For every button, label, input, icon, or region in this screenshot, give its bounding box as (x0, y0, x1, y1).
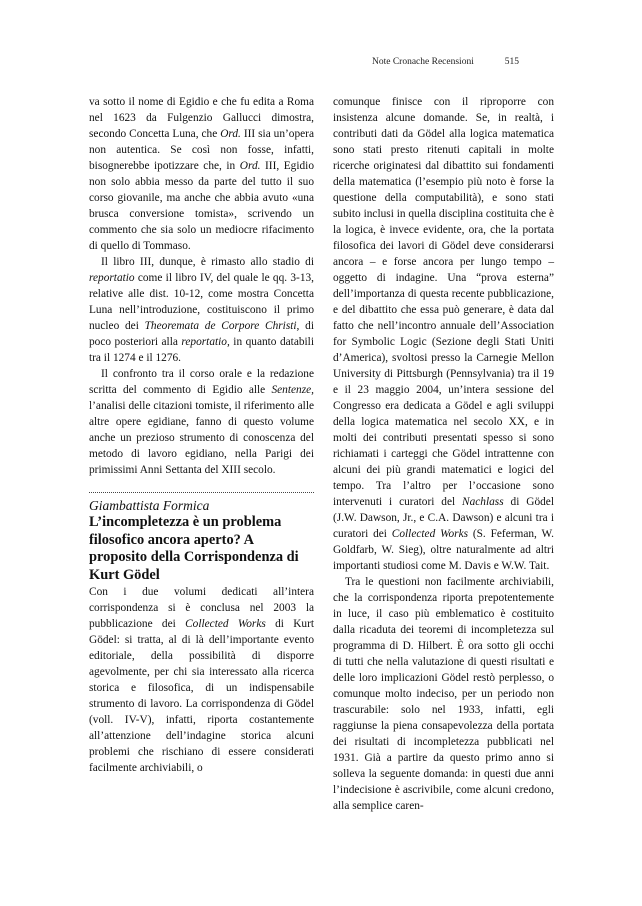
left-column (89, 94, 314, 776)
article-title: L’incompletezza è un problema filosofico ancora aperto? A proposito della Corrispondenza di Kurt Gödel (89, 514, 299, 583)
paragraph: Il confronto tra il corso orale e la redazione scritta del commento di Egidio alle Sentenze, l’analisi delle citazioni tomiste, il riferimento alle altre opere egidiane, fanno di questo volume anche un prezioso strumento di conoscenza del metodo di lavoro egidiano, nella Parigi dei primissimi Anni Settanta del XIII secolo. (89, 368, 314, 476)
paragraph: Tra le questioni non facilmente archiviabili, che la corrispondenza riporta prepotentemente in luce, il caso più emblematico è costituito dalla ricaduta dei teoremi di incompletezza sul programma di D. Hilbert. È ora sotto gli occhi di tutti che nella valutazione di questi risultati e delle loro implicazioni Gödel restò perplesso, o comunque molto indeciso, per un periodo non trascurabile: solo nel 1933, infatti, egli raggiunse la piena consapevolezza della portata dei risultati di incompletezza pubblicati nel 1931. Già a partire da questo primo anno si solleva la seguente domanda: in questi due anni l’indecisione è ascrivibile, come alcuni credono, alla semplice caren- (333, 576, 554, 812)
paragraph: comunque finisce con il riproporre con insistenza alcune domande. Se, in realtà, i contributi dati da Gödel alla logica matematica sono stati presto ritenuti capitali in molte ricerche originatesi dal dibattito sui fondamenti della matematica (l’esempio più noto è forse la questione della computabilità), e sono stati subito inclusi in quella disciplina costituita che è la logica, è invece evidente, ora, che la portata filosofica dei lavori di Gödel deve considerarsi ancora – e forse ancora per lungo tempo – oggetto di indagine. Una “prova esterna” dell’importanza di questa recente pubblicazione, e del dibattito che essa può generare, è data dal fatto che nell’incontro annuale dell’Association for Symbolic Logic (Sezione degli Stati Uniti d’America), svoltosi presso la Carnegie Mellon University di Pittsburgh (Pennsylvania) tra il 19 e il 23 maggio 2004, un’intera sessione del Congresso era dedicata a Gödel e agli sviluppi della logica matematica nel secolo XX, e in molti dei contributi presentati spesso si sono richiamati i carteggi che Gödel intrattenne con alcuni dei più grandi matematici e logici del tempo. Tra l’altro per l’occasione sono intervenuti i curatori del Nachlass di Gödel (J.W. Dawson, Jr., e C.A. Dawson) e alcuni tra i curatori dei Collected Works (S. Feferman, W. Goldfarb, W. Sieg), oltre naturalmente ad altri importanti studiosi come M. Davis e W.W. Tait. (333, 96, 554, 572)
header-section-title: Note Cronache Recensioni (372, 57, 474, 67)
paragraph: Con i due volumi dedicati all’intera corrispondenza si è conclusa nel 2003 la pubblicazione dei Collected Works di Kurt Gödel: si tratta, al di là dell’importante evento editoriale, della possibilità di disporre agevolmente, per chi sia interessato alla ricerca storica e filosofica, di un indispensabile strumento di lavoro. La corrispondenza di Gödel (voll. IV-V), infatti, riporta costantemente all’attenzione dell’indagine storica alcuni problemi che rischiano di essere considerati facilmente archiviabili, o (89, 586, 315, 774)
right-column (333, 94, 554, 814)
page-number: 515 (504, 57, 519, 67)
review-author: Giambattista Formica (89, 498, 210, 513)
running-header (372, 57, 519, 67)
paragraph: va sotto il nome di Egidio e che fu edita a Roma nel 1623 da Fulgenzio Gallucci dimostra, secondo Concetta Luna, che Ord. III sia un’opera non autentica. Se così non fosse, infatti, bisognerebbe ipotizzare che, in Ord. III, Egidio non solo abbia messo da parte del tutto il suo corso giovanile, ma anche che abbia avuto «una brusca conversione tomista», scrivendo un commento che sia solo un mediocre rifacimento di quello di Tommaso. (89, 96, 314, 252)
paragraph: Il libro III, dunque, è rimasto allo stadio di reportatio come il libro IV, del quale le qq. 3-13, relative alle dist. 10-12, come mostra Concetta Luna nell’introduzione, costituiscono il primo nucleo dei Theoremata de Corpore Christi, di poco posteriori alla reportatio, in quanto databili tra il 1274 e il 1276. (89, 256, 314, 364)
section-divider (89, 492, 314, 493)
